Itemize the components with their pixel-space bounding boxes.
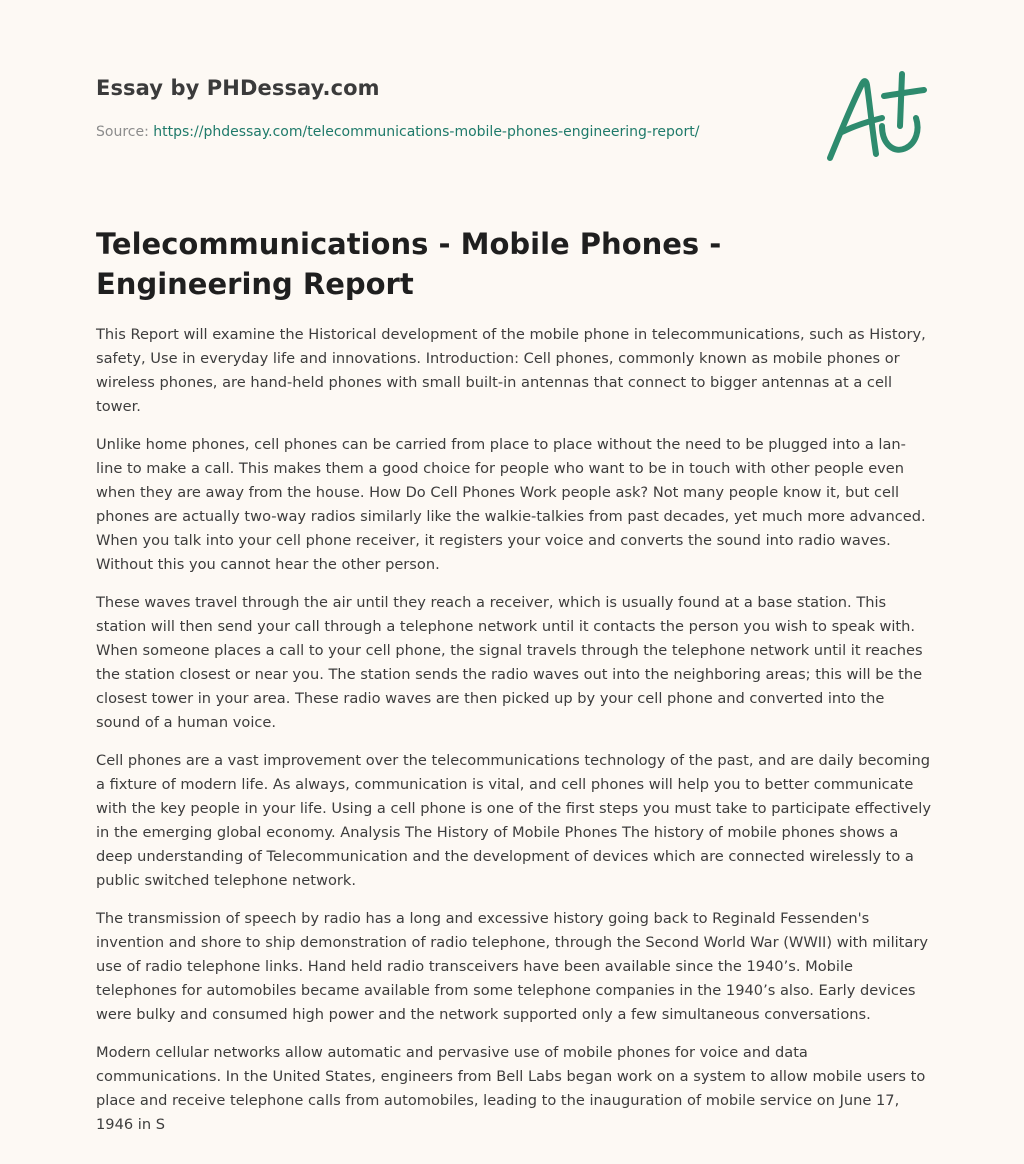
a-plus-logo-icon xyxy=(820,66,930,166)
paragraph: Unlike home phones, cell phones can be carried from place to place without the need to be plugged into a lan-line to make a call. This makes them a good choice for people who want to be in touch with other people even when they are away from the house. How Do Cell Phones Work people ask? Not many people know it, but cell phones are actually two-way radios similarly like the walkie-talkies from past decades, yet much more advanced. When you talk into your cell phone receiver, it registers your voice and converts the sound into radio waves. Without this you cannot hear the other person. xyxy=(96,436,926,573)
article-body xyxy=(96,323,932,1151)
source-link[interactable]: https://phdessay.com/telecommunications-mobile-phones-engineering-report/ xyxy=(153,124,700,140)
paragraph: The transmission of speech by radio has a long and excessive history going back to Reginald Fessenden's invention and shore to ship demonstration of radio telephone, through the Second World War (WWII) with military use of radio telephone links. Hand held radio transceivers have been available since the 1940’s. Mobile telephones for automobiles became available from some telephone companies in the 1940’s also. Early devices were bulky and consumed high power and the network supported only a few simultaneous conversations. xyxy=(96,910,928,1023)
paragraph: Modern cellular networks allow automatic and pervasive use of mobile phones for voice and data communications. In the United States, engineers from Bell Labs began work on a system to allow mobile users to place and receive telephone calls from automobiles, leading to the inauguration of mobile service on June 17, 1946 in S xyxy=(96,1044,926,1133)
paragraph: Cell phones are a vast improvement over the telecommunications technology of the past, and are daily becoming a fixture of modern life. As always, communication is vital, and cell phones will help you to better communicate with the key people in your life. Using a cell phone is one of the first steps you must take to participate effectively in the emerging global economy. Analysis The History of Mobile Phones The history of mobile phones shows a deep understanding of Telecommunication and the development of devices which are connected wirelessly to a public switched telephone network. xyxy=(96,752,931,889)
site-brand: Essay by PHDessay.com xyxy=(96,76,380,100)
paragraph: These waves travel through the air until they reach a receiver, which is usually found at a base station. This station will then send your call through a telephone network until it contacts the person you wish to speak with. When someone places a call to your cell phone, the signal travels through the telephone network until it reaches the station closest or near you. The station sends the radio waves out into the neighboring areas; this will be the closest tower in your area. These radio waves are then picked up by your cell phone and converted into the sound of a human voice. xyxy=(96,594,923,731)
article-title: Telecommunications - Mobile Phones - Engineering Report xyxy=(96,227,722,301)
paragraph: This Report will examine the Historical development of the mobile phone in telecommunications, such as History, safety, Use in everyday life and innovations. Introduction: Cell phones, commonly known as mobile phones or wireless phones, are hand-held phones with small built-in antennas that connect to bigger antennas at a cell tower. xyxy=(96,326,926,415)
source-line xyxy=(96,124,699,140)
source-label: Source: xyxy=(96,124,154,140)
